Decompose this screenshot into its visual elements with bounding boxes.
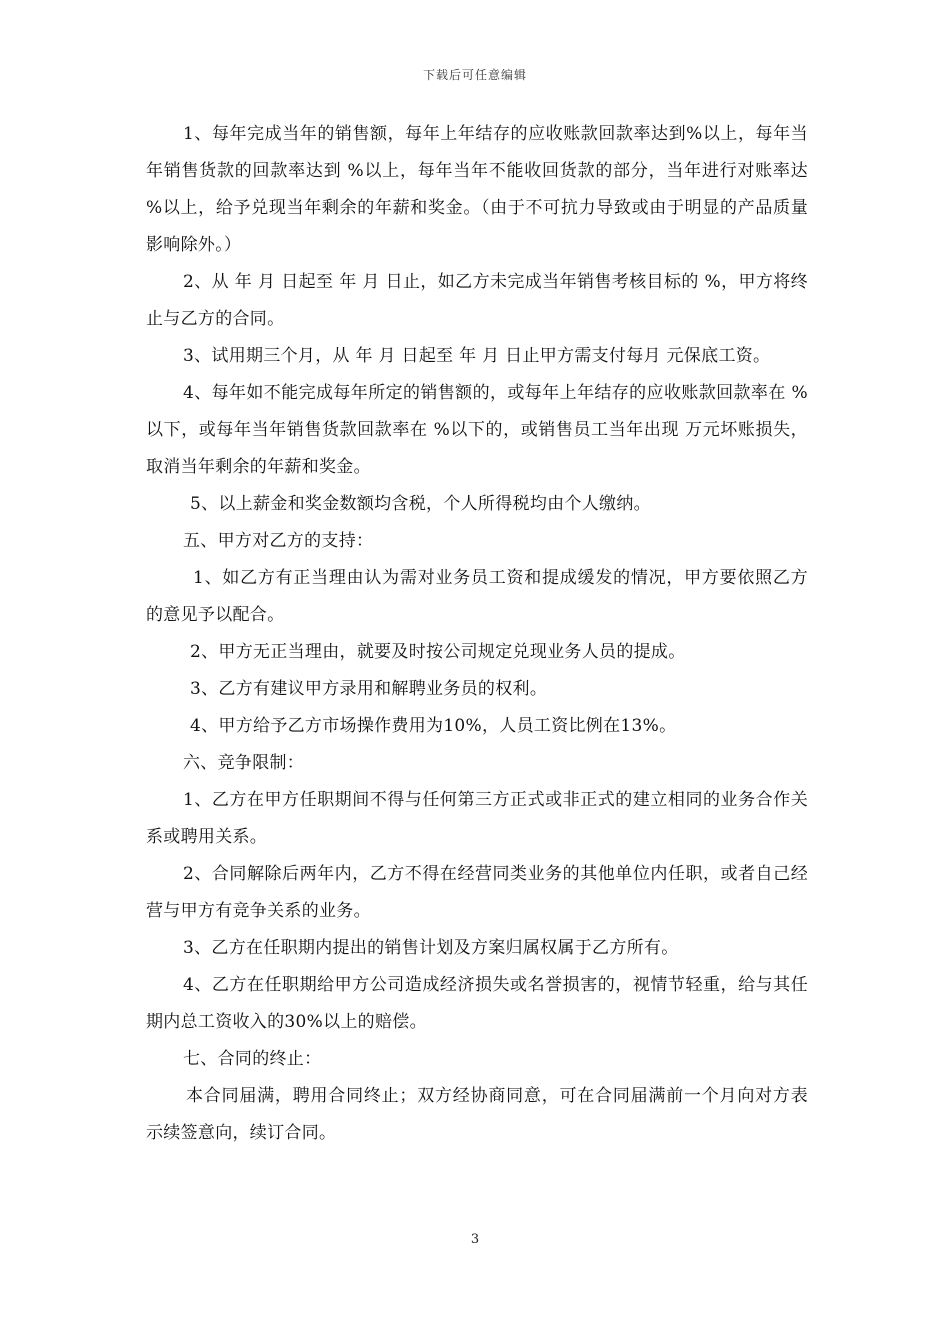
- paragraph-10: 4、甲方给予乙方市场操作费用为10%，人员工资比例在13%。: [190, 716, 677, 736]
- paragraph-17: 本合同届满，聘用合同终止；双方经协商同意，可在合同届满前一个月向对方表示续签意向，续订合同。: [146, 1086, 808, 1143]
- paragraph-4: 4、每年如不能完成每年所定的销售额的，或每年上年结存的应收账款回款率在 %以下，或每年当年销售货款回款率在 %以下的，或销售员工当年出现 万元坏账损失，取消当年剩余的年薪和奖金。: [146, 383, 808, 477]
- paragraph-8: 2、甲方无正当理由，就要及时按公司规定兑现业务人员的提成。: [190, 642, 686, 662]
- page-header: 下载后可任意编辑: [422, 68, 527, 82]
- paragraph-5: 5、以上薪金和奖金数额均含税，个人所得税均由个人缴纳。: [190, 494, 651, 514]
- paragraph-7: 1、如乙方有正当理由认为需对业务员工资和提成缓发的情况，甲方要依照乙方的意见予以配合。: [146, 568, 808, 625]
- paragraph-2: 2、从 年 月 日起至 年 月 日止，如乙方未完成当年销售考核目标的 %，甲方将终止与乙方的合同。: [146, 272, 808, 329]
- paragraph-13: 2、合同解除后两年内，乙方不得在经营同类业务的其他单位内任职，或者自己经营与甲方有竞争关系的业务。: [146, 864, 808, 921]
- section-heading-7: 七、合同的终止：: [183, 1049, 322, 1069]
- paragraph-12: 1、乙方在甲方任职期间不得与任何第三方正式或非正式的建立相同的业务合作关系或聘用关系。: [146, 790, 808, 847]
- paragraph-9: 3、乙方有建议甲方录用和解聘业务员的权利。: [190, 679, 548, 699]
- paragraph-14: 3、乙方在任职期内提出的销售计划及方案归属权属于乙方所有。: [183, 938, 679, 958]
- section-heading-5: 五、甲方对乙方的支持：: [183, 531, 374, 551]
- document-body: [146, 116, 808, 1152]
- page-number: 3: [470, 1232, 480, 1247]
- section-heading-6: 六、竞争限制：: [183, 753, 305, 773]
- paragraph-15: 4、乙方在任职期给甲方公司造成经济损失或名誉损害的，视情节轻重，给与其任期内总工资收入的30%以上的赔偿。: [146, 975, 808, 1032]
- paragraph-1: 1、每年完成当年的销售额，每年上年结存的应收账款回款率达到%以上，每年当年销售货款的回款率达到 %以上，每年当年不能收回货款的部分，当年进行对账率达 %以上，给予兑现当年剩余的年薪和奖金。（由于不可抗力导致或由于明显的产品质量影响除外。）: [146, 124, 808, 255]
- paragraph-3: 3、试用期三个月，从 年 月 日起至 年 月 日止甲方需支付每月 元保底工资。: [183, 346, 771, 366]
